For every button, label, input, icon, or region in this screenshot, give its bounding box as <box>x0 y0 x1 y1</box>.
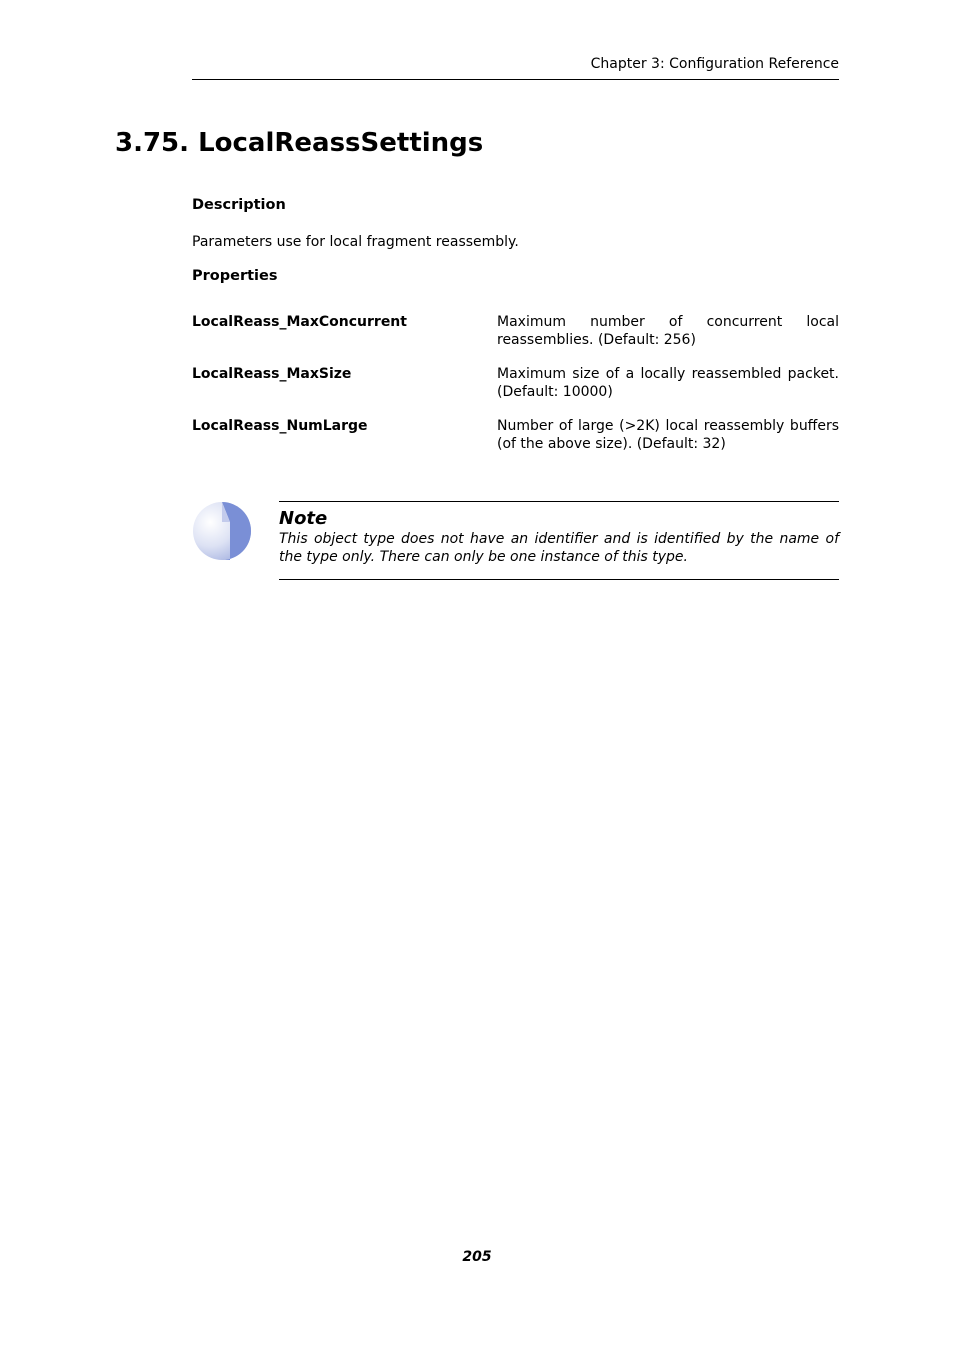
property-name: LocalReass_MaxSize <box>192 366 352 382</box>
property-row <box>192 365 839 401</box>
note-box <box>279 501 839 580</box>
description-text: Parameters use for local fragment reassembly. <box>192 234 519 250</box>
property-description: Maximum number of concurrent local reassemblies. (Default: 256) <box>497 314 839 348</box>
running-header <box>192 54 839 80</box>
page-number: 205 <box>462 1249 492 1265</box>
section-title: 3.75. LocalReassSettings <box>115 128 484 158</box>
property-description: Maximum size of a locally reassembled packet. (Default: 10000) <box>497 366 839 400</box>
property-name: LocalReass_NumLarge <box>192 418 368 434</box>
properties-heading: Properties <box>192 268 278 284</box>
property-row <box>192 313 839 349</box>
properties-list <box>192 313 839 469</box>
description-heading: Description <box>192 197 286 213</box>
chapter-title: Chapter 3: Configuration Reference <box>590 56 839 72</box>
note-title: Note <box>279 508 328 529</box>
note-text: This object type does not have an identifier and is identified by the name of the type only. There can only be one instance of this type. <box>279 531 839 565</box>
property-row <box>192 417 839 453</box>
property-description: Number of large (>2K) local reassembly buffers (of the above size). (Default: 32) <box>497 418 839 452</box>
note-icon <box>192 501 252 561</box>
property-name: LocalReass_MaxConcurrent <box>192 314 407 330</box>
